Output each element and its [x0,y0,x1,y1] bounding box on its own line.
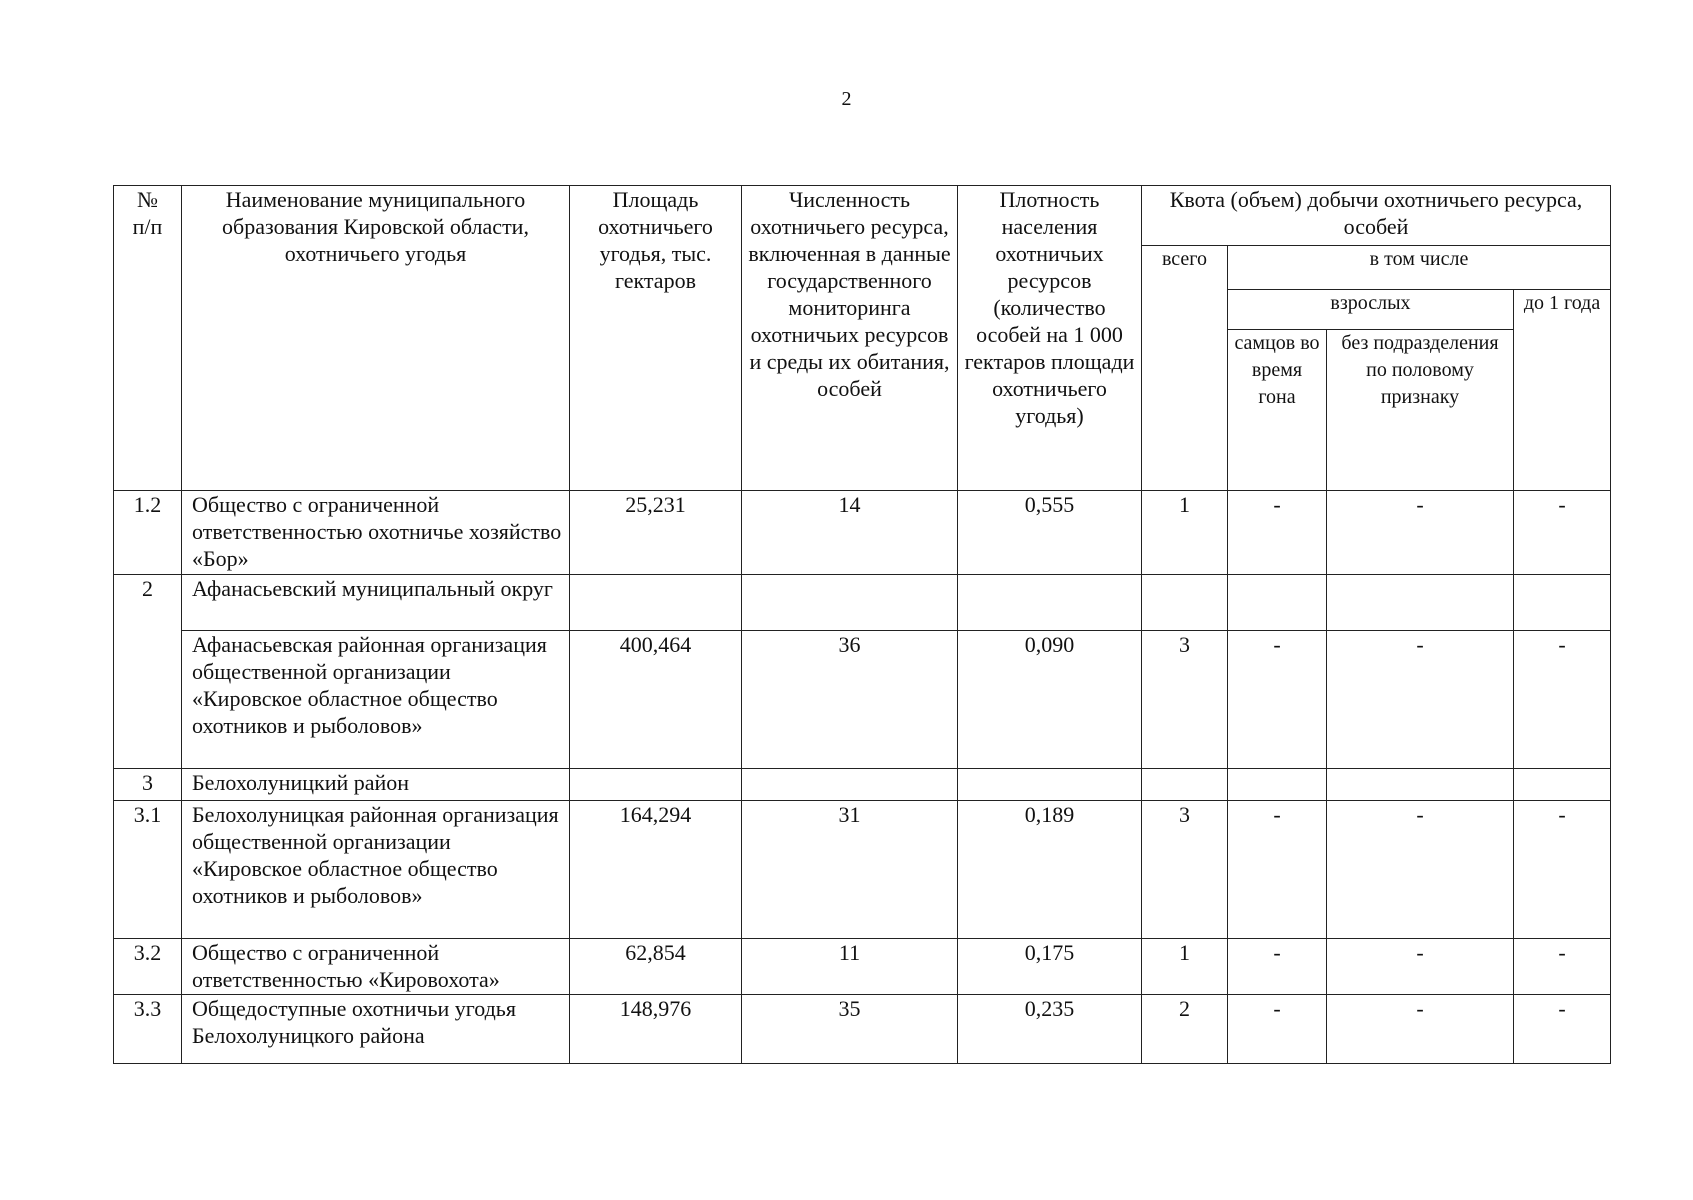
row-count: 14 [742,491,958,575]
row-no-sex [1327,769,1514,801]
row-total [1142,575,1228,631]
row-name: Общедоступные охотничьи угодья Белохолуницкого района [182,995,570,1064]
row-count: 36 [742,631,958,769]
row-area: 400,464 [570,631,742,769]
row-young: - [1514,491,1611,575]
table-row [114,575,1611,631]
table-body [114,491,1611,1064]
row-name: Афанасьевский муниципальный округ [182,575,570,631]
row-count: 35 [742,995,958,1064]
row-young: - [1514,801,1611,939]
row-total: 2 [1142,995,1228,1064]
header-without-sex-division: без подразделения по половому признаку [1327,330,1514,491]
hunting-quota-table [113,185,1611,1064]
row-area: 25,231 [570,491,742,575]
row-total: 3 [1142,801,1228,939]
header-under-one-year: до 1 года [1514,290,1611,491]
row-name: Белохолуницкий район [182,769,570,801]
row-density: 0,555 [958,491,1142,575]
row-area: 148,976 [570,995,742,1064]
row-number: 3.3 [114,995,182,1064]
row-total: 1 [1142,491,1228,575]
table-row [114,801,1611,939]
row-males: - [1228,939,1327,995]
header-including: в том числе [1228,246,1611,290]
row-no-sex: - [1327,939,1514,995]
table-row [114,995,1611,1064]
row-young: - [1514,631,1611,769]
row-males [1228,769,1327,801]
row-number: 3.1 [114,801,182,939]
table-header [114,186,1611,491]
header-number: № п/п [114,186,182,491]
row-total [1142,769,1228,801]
row-young: - [1514,995,1611,1064]
row-count [742,575,958,631]
row-number: 3 [114,769,182,801]
row-area [570,769,742,801]
row-density: 0,175 [958,939,1142,995]
page-number: 2 [841,88,852,110]
row-number: 1.2 [114,491,182,575]
table-row [114,491,1611,575]
row-name: Общество с ограниченной ответственностью охотничье хозяйство «Бор» [182,491,570,575]
header-quota: Квота (объем) добычи охотничьего ресурса, особей [1142,186,1611,246]
row-count: 11 [742,939,958,995]
header-count: Численность охотничьего ресурса, включенная в данные государственного мониторинга охотничьих ресурсов и среды их обитания, особей [742,186,958,491]
row-males [1228,575,1327,631]
row-density: 0,090 [958,631,1142,769]
row-area [570,575,742,631]
row-no-sex: - [1327,801,1514,939]
row-area: 164,294 [570,801,742,939]
table-row [114,631,1611,769]
header-males-during-rut: самцов во время гона [1228,330,1327,491]
row-number: 2 [114,575,182,631]
row-young: - [1514,939,1611,995]
row-count [742,769,958,801]
row-name: Общество с ограниченной ответственностью «Кировохота» [182,939,570,995]
row-males: - [1228,995,1327,1064]
row-total: 1 [1142,939,1228,995]
header-adults: взрослых [1228,290,1514,330]
row-young [1514,769,1611,801]
row-density [958,769,1142,801]
row-density [958,575,1142,631]
row-name: Белохолуницкая районная организация общественной организации «Кировское областное общество охотников и рыболовов» [182,801,570,939]
row-no-sex [1327,575,1514,631]
header-area: Площадь охотничьего угодья, тыс. гектаров [570,186,742,491]
row-number [114,631,182,769]
header-total: всего [1142,246,1228,491]
row-no-sex: - [1327,995,1514,1064]
row-no-sex: - [1327,631,1514,769]
row-density: 0,189 [958,801,1142,939]
row-young [1514,575,1611,631]
row-males: - [1228,631,1327,769]
row-name: Афанасьевская районная организация общественной организации «Кировское областное общество охотников и рыболовов» [182,631,570,769]
header-density: Плотность населения охотничьих ресурсов (количество особей на 1 000 гектаров площади охотничьего угодья) [958,186,1142,491]
row-area: 62,854 [570,939,742,995]
row-no-sex: - [1327,491,1514,575]
row-total: 3 [1142,631,1228,769]
row-males: - [1228,491,1327,575]
row-number: 3.2 [114,939,182,995]
table-row [114,939,1611,995]
row-density: 0,235 [958,995,1142,1064]
row-males: - [1228,801,1327,939]
table-row [114,769,1611,801]
header-name: Наименование муниципального образования Кировской области, охотничьего угодья [182,186,570,491]
row-count: 31 [742,801,958,939]
